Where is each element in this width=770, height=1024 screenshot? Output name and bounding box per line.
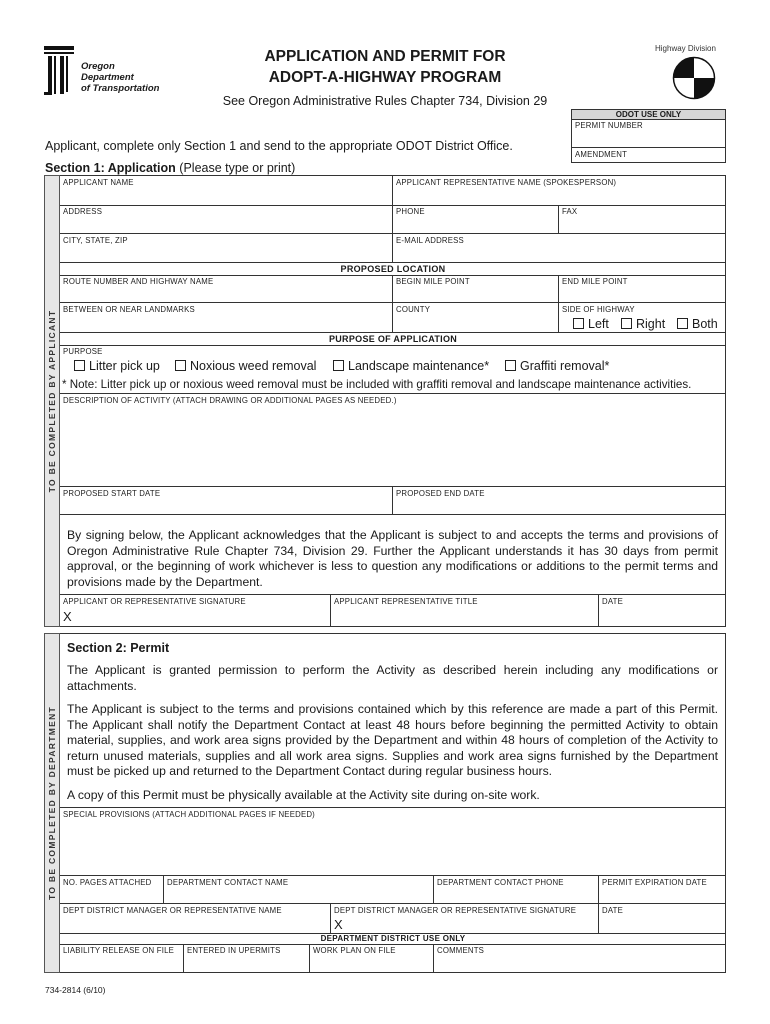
side-right-option[interactable] (621, 317, 665, 331)
begin-mile-point-field[interactable] (393, 287, 557, 301)
acknowledgement-text: By signing below, the Applicant acknowledges that the Applicant is subject to and accepts the terms and provisions of Oregon Administrative Rule Chapter 734, Division 29. Further the Applicant understands it has 30 days from permit approval, or the beginning of work whichever is less to question any modifications or additions to the permit terms and provisions made by the Department. (67, 528, 718, 589)
side-left-checkbox[interactable] (573, 318, 584, 329)
proposed-location-heading: PROPOSED LOCATION (340, 264, 446, 274)
instructions-text: Applicant, complete only Section 1 and send to the appropriate ODOT District Office. (45, 139, 513, 153)
contact-phone-label: DEPARTMENT CONTACT PHONE (437, 878, 564, 887)
purpose-heading: PURPOSE OF APPLICATION (328, 334, 458, 344)
odot-use-only-title: ODOT USE ONLY (572, 110, 725, 119)
highway-division-label: Highway Division (655, 44, 716, 53)
pages-attached-label: NO. PAGES ATTACHED (63, 878, 152, 887)
side-left-label: Left (588, 317, 609, 331)
route-label: ROUTE NUMBER AND HIGHWAY NAME (63, 277, 214, 286)
side-of-highway-label: SIDE OF HIGHWAY (562, 305, 635, 314)
signature-x: X (63, 609, 72, 624)
route-field[interactable] (61, 287, 391, 301)
section-1-note: (Please type or print) (179, 161, 296, 175)
section-2-para-3: A copy of this Permit must be physically available at the Activity site during on-site work. (67, 788, 540, 802)
purpose-graffiti-label: Graffiti removal* (520, 359, 610, 373)
liability-label: LIABILITY RELEASE ON FILE (63, 946, 175, 955)
form-title-line-1: APPLICATION AND PERMIT FOR (264, 48, 506, 65)
purpose-graffiti-option[interactable] (505, 359, 609, 373)
purpose-note: * Note: Litter pick up or noxious weed removal must be included with graffiti removal and landscape maintenance activities. (62, 378, 692, 391)
section-1-title: Section 1: Application (45, 161, 176, 175)
section-2-para-1: The Applicant is granted permission to perform the Activity as described herein including any modifications or attachments. (67, 663, 718, 693)
purpose-litter-checkbox[interactable] (74, 360, 85, 371)
purpose-landscape-checkbox[interactable] (333, 360, 344, 371)
upermits-label: ENTERED IN UPERMITS (187, 946, 281, 955)
expiration-field[interactable] (599, 888, 725, 902)
address-label: ADDRESS (63, 207, 103, 216)
amendment-field[interactable] (572, 158, 725, 163)
applicant-name-field[interactable] (61, 188, 391, 204)
email-field[interactable] (393, 246, 725, 261)
form-number: 734-2814 (6/10) (45, 985, 106, 995)
rep-name-field[interactable] (393, 188, 725, 204)
end-date-label: PROPOSED END DATE (396, 489, 485, 498)
amendment-label: AMENDMENT (575, 150, 628, 159)
section-1-date-label: DATE (602, 597, 624, 606)
form-title-line-2: ADOPT-A-HIGHWAY PROGRAM (268, 69, 502, 86)
rep-title-field[interactable] (331, 607, 597, 626)
side-right-label: Right (636, 317, 666, 331)
logo-line-1: Oregon (81, 61, 115, 72)
landmarks-label: BETWEEN OR NEAR LANDMARKS (63, 305, 195, 314)
side-both-label: Both (692, 317, 718, 331)
side-both-option[interactable] (677, 317, 718, 331)
work-plan-label: WORK PLAN ON FILE (313, 946, 396, 955)
purpose-graffiti-checkbox[interactable] (505, 360, 516, 371)
work-plan-field[interactable] (310, 956, 432, 972)
section-2-side-label: TO BE COMPLETED BY DEPARTMENT (44, 633, 60, 973)
contact-name-label: DEPARTMENT CONTACT NAME (167, 878, 289, 887)
applicant-name-label: APPLICANT NAME (63, 178, 134, 187)
section-1-heading (45, 161, 295, 175)
side-right-checkbox[interactable] (621, 318, 632, 329)
county-label: COUNTY (396, 305, 431, 314)
permit-number-field[interactable] (572, 130, 725, 146)
side-left-option[interactable] (573, 317, 609, 331)
form-subtitle: See Oregon Administrative Rules Chapter 734, Division 29 (222, 94, 548, 108)
section-1-side-label: TO BE COMPLETED BY APPLICANT (44, 175, 60, 627)
phone-field[interactable] (393, 217, 557, 232)
section-2-heading: Section 2: Permit (67, 641, 170, 655)
permit-number-label: PERMIT NUMBER (575, 121, 643, 130)
manager-name-field[interactable] (61, 916, 329, 932)
fax-field[interactable] (559, 217, 725, 232)
logo-line-3: of Transportation (81, 83, 160, 94)
purpose-litter-label: Litter pick up (89, 359, 160, 373)
begin-mile-point-label: BEGIN MILE POINT (396, 277, 470, 286)
manager-signature-label: DEPT DISTRICT MANAGER OR REPRESENTATIVE SIGNATURE (334, 906, 577, 915)
purpose-landscape-label: Landscape maintenance* (348, 359, 490, 373)
purpose-weed-checkbox[interactable] (175, 360, 186, 371)
city-state-zip-label: CITY, STATE, ZIP (63, 236, 128, 245)
rep-title-label: APPLICANT REPRESENTATIVE TITLE (334, 597, 478, 606)
section-2-date-field[interactable] (599, 916, 725, 932)
purpose-litter-option[interactable] (74, 359, 160, 373)
phone-label: PHONE (396, 207, 425, 216)
address-field[interactable] (61, 217, 391, 232)
section-2-date-label: DATE (602, 906, 624, 915)
description-label: DESCRIPTION OF ACTIVITY (ATTACH DRAWING OR ADDITIONAL PAGES AS NEEDED.) (63, 396, 397, 405)
section-2-para-2: The Applicant is subject to the terms and provisions contained which by this reference are made a part of this Permit. The Applicant shall notify the Department Contact at least 48 hours before beginning the permitted Activity to obtain material, supplies, and work area signs provided by the Department and within 48 hours of completion of the Activity to return unused materials, supplies and all work area signs. Supplies and work area signs furnished by the Department must be picked up and returned to the Department Contact during regular business hours. (67, 702, 718, 779)
special-provisions-field[interactable] (61, 820, 725, 874)
end-mile-point-field[interactable] (559, 287, 725, 301)
highway-division-icon (672, 56, 716, 100)
liability-field[interactable] (61, 956, 182, 972)
signature-label: APPLICANT OR REPRESENTATIVE SIGNATURE (63, 597, 246, 606)
purpose-weed-label: Noxious weed removal (190, 359, 317, 373)
signature-field[interactable] (75, 607, 329, 626)
end-date-field[interactable] (393, 499, 725, 513)
description-field[interactable] (61, 406, 725, 485)
email-label: E-MAIL ADDRESS (396, 236, 464, 245)
county-field[interactable] (393, 315, 557, 331)
odot-logo (44, 45, 162, 97)
purpose-landscape-option[interactable] (333, 359, 489, 373)
manager-name-label: DEPT DISTRICT MANAGER OR REPRESENTATIVE NAME (63, 906, 282, 915)
contact-phone-field[interactable] (434, 888, 597, 902)
expiration-label: PERMIT EXPIRATION DATE (602, 878, 707, 887)
city-state-zip-field[interactable] (61, 246, 391, 261)
start-date-field[interactable] (61, 499, 391, 513)
pages-attached-field[interactable] (61, 888, 162, 902)
manager-signature-field[interactable] (346, 916, 597, 932)
special-provisions-label: SPECIAL PROVISIONS (ATTACH ADDITIONAL PAGES IF NEEDED) (63, 810, 315, 819)
district-use-heading: DEPARTMENT DISTRICT USE ONLY (320, 934, 466, 943)
comments-label: COMMENTS (437, 946, 485, 955)
side-both-checkbox[interactable] (677, 318, 688, 329)
start-date-label: PROPOSED START DATE (63, 489, 161, 498)
manager-signature-x: X (334, 917, 343, 932)
comments-field[interactable] (434, 956, 725, 972)
contact-name-field[interactable] (164, 888, 432, 902)
odot-logo-icon (44, 45, 74, 97)
purpose-weed-option[interactable] (175, 359, 316, 373)
fax-label: FAX (562, 207, 578, 216)
logo-line-2: Department (81, 72, 134, 83)
upermits-field[interactable] (184, 956, 308, 972)
purpose-label: PURPOSE (63, 347, 103, 356)
landmarks-field[interactable] (61, 315, 391, 331)
rep-name-label: APPLICANT REPRESENTATIVE NAME (SPOKESPERSON) (396, 178, 617, 187)
section-1-date-field[interactable] (599, 607, 725, 626)
end-mile-point-label: END MILE POINT (562, 277, 628, 286)
